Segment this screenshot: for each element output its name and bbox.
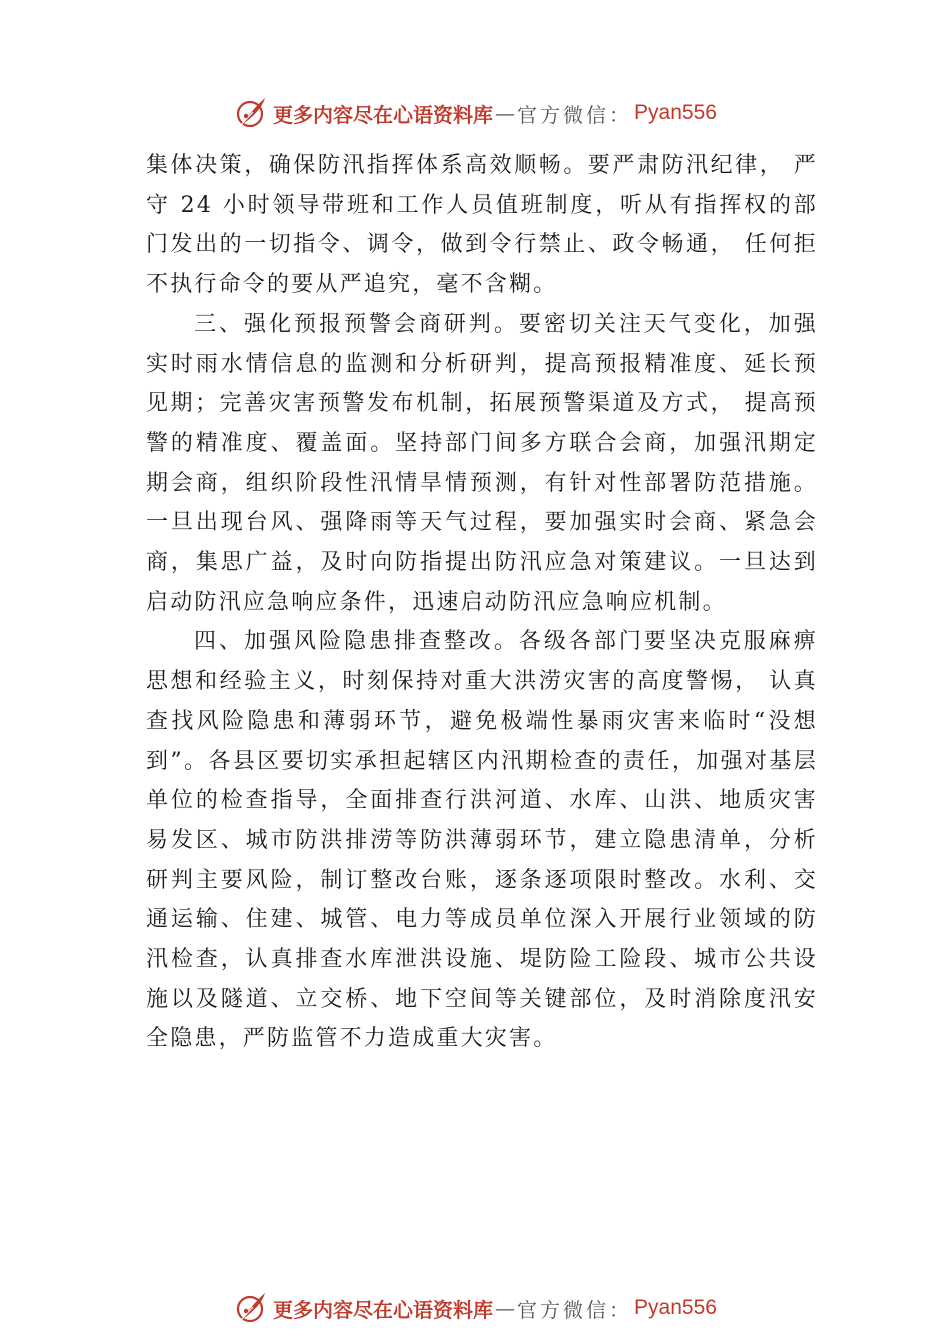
header-banner	[0, 93, 950, 133]
wechat-account: Pyan556	[634, 101, 717, 124]
quill-pen-circle-icon	[233, 1290, 269, 1326]
site-name: 更多内容尽在心语资料库	[273, 1297, 494, 1322]
wechat-label: 官方微信：	[517, 102, 633, 127]
wechat-label: 官方微信：	[517, 1297, 633, 1322]
wechat-account: Pyan556	[634, 1296, 717, 1319]
quill-pen-circle-icon	[233, 95, 269, 131]
document-body	[146, 146, 818, 1059]
footer-banner	[0, 1288, 950, 1328]
banner-separator: —	[495, 101, 516, 125]
site-name: 更多内容尽在心语资料库	[273, 102, 494, 127]
paragraph-continuation: 集体决策，确保防汛指挥体系高效顺畅。要严肃防汛纪律， 严守 24 小时领导带班和工作人员值班制度，听从有指挥权的部门发出的一切指令、调令，做到令行禁止、政令畅通， 任何拒不执行命令的要从严追究，毫不含糊。	[146, 153, 818, 298]
paragraph-section-three: 三、强化预报预警会商研判。要密切关注天气变化，加强实时雨水情信息的监测和分析研判，提高预报精准度、延长预见期；完善灾害预警发布机制，拓展预警渠道及方式， 提高预警的精准度、覆盖面。坚持部门间多方联合会商，加强汛期定期会商，组织阶段性汛情旱情预测，有针对性部署防范措施。一旦出现台风、强降雨等天气过程，要加强实时会商、紧急会商，集思广益，及时向防指提出防汛应急对策建议。一旦达到启动防汛应急响应条件，迅速启动防汛应急响应机制。	[146, 311, 818, 615]
paragraph-section-four: 四、加强风险隐患排查整改。各级各部门要坚决克服麻痹思想和经验主义，时刻保持对重大洪涝灾害的高度警惕， 认真查找风险隐患和薄弱环节，避免极端性暴雨灾害来临时“没想到”。各县区要切实承担起辖区内汛期检查的责任，加强对基层单位的检查指导，全面排查行洪河道、水库、山洪、地质灾害易发区、城市防洪排涝等防洪薄弱环节，建立隐患清单，分析研判主要风险，制订整改台账，逐条逐项限时整改。水利、交通运输、住建、城管、电力等成员单位深入开展行业领域的防汛检查，认真排查水库泄洪设施、堤防险工险段、城市公共设施以及隧道、立交桥、地下空间等关键部位，及时消除度汛安全隐患，严防监管不力造成重大灾害。	[146, 629, 818, 1052]
banner-separator: —	[495, 1296, 516, 1320]
